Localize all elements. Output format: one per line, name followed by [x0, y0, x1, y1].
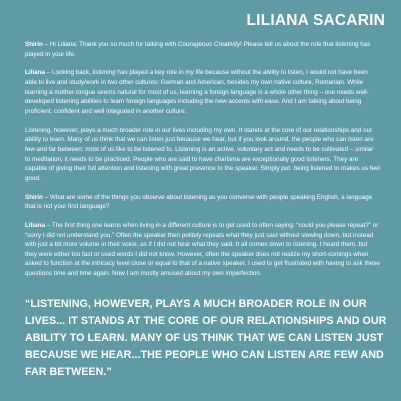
speaker-separator: –: [44, 222, 52, 230]
paragraph-emphasis: listening: [92, 69, 116, 77]
paragraph-text: The first thing one learns when living in a different culture is to get used to often saying: “could you please repeat?” or “sorry I did not understand you.” Often the speaker then politely repeats what they just said without slowing down, but instead with just a bit more volume in their voice, as if I did not hear what they said. It all comes down to listening. I heard them, but they were either too fast or used words I did not know. However, often the speaker does not realize my short-comings when asked to function at the intricacy level close or equal to that of a native speaker. I used to get frustrated with having to ask these questions time and time again. Now I am mostly amused about my own imperfection.: [25, 222, 380, 278]
paragraph-emphasis: Courageous Creativity: [177, 41, 241, 48]
speaker-name: Shirin: [25, 193, 43, 201]
paragraph-text: Listening, however, plays a much broader role in our lives including my own. It stands at the core of our relationships and our ability to learn. Many of us think that we can listen just because we hear, but if you look around, the people who can listen are few and far between; most of us like to be listened to. Listening is an active, voluntary act and needs to be cultivated – similar to meditation, it needs to be practiced. People who are said to have charisma are exceptionally good listeners. They are capable of giving their full attention and listening with great presence to the speaker. Simply put: being listened to makes us feel good.: [25, 126, 380, 182]
interview-body: [25, 40, 380, 288]
pull-quote: “LISTENING, HOWEVER, PLAYS A MUCH BROADER ROLE IN OUR LIVES... IT STANDS AT THE CORE OF OUR RELATIONSHIPS AND OUR ABILITY TO LEARN. MANY OF US THINK THAT WE CAN LISTEN JUST BECAUSE WE HEAR...THE PEOPLE WHO CAN LISTEN ARE FEW AND FAR BETWEEN.”: [25, 298, 387, 378]
page-title: LILIANA SACARIN: [246, 12, 385, 29]
speaker-name: Liliana: [25, 222, 45, 230]
paragraph-text: Looking back,: [51, 69, 93, 77]
paragraph-1: [25, 40, 380, 59]
speaker-separator: –: [44, 69, 52, 77]
paragraph-3: [25, 126, 380, 184]
paragraph-text: Hi Liliana; Thank you so much for talking with: [49, 41, 178, 48]
speaker-name: Shirin: [25, 41, 43, 48]
paragraph-4: [25, 193, 380, 212]
speaker-separator: –: [42, 41, 50, 48]
speaker-separator: –: [42, 193, 50, 201]
paragraph-2: [25, 68, 380, 116]
paragraph-text: has played a key role in my life because without the ability to listen, I would not have been able to live and study/work in two other cultures: German and American, besides my own native culture, Romanian. While learning a mother-tongue seems natural for most of us, learning a foreign language is a whole other thing – one needs well-developed listening abilities to learn foreign languages including the new accents with ease. And I am talking about being proficient, confident and well integrated in another culture.: [25, 69, 369, 115]
paragraph-5: [25, 221, 380, 279]
speaker-name: Liliana: [25, 69, 45, 77]
paragraph-text: ! Please tell us about the role that listening has played in your life.: [25, 41, 371, 58]
paragraph-text: What are some of the things you observe about listening as you converse with people speaking English, a language that is not your first language?: [25, 193, 373, 211]
